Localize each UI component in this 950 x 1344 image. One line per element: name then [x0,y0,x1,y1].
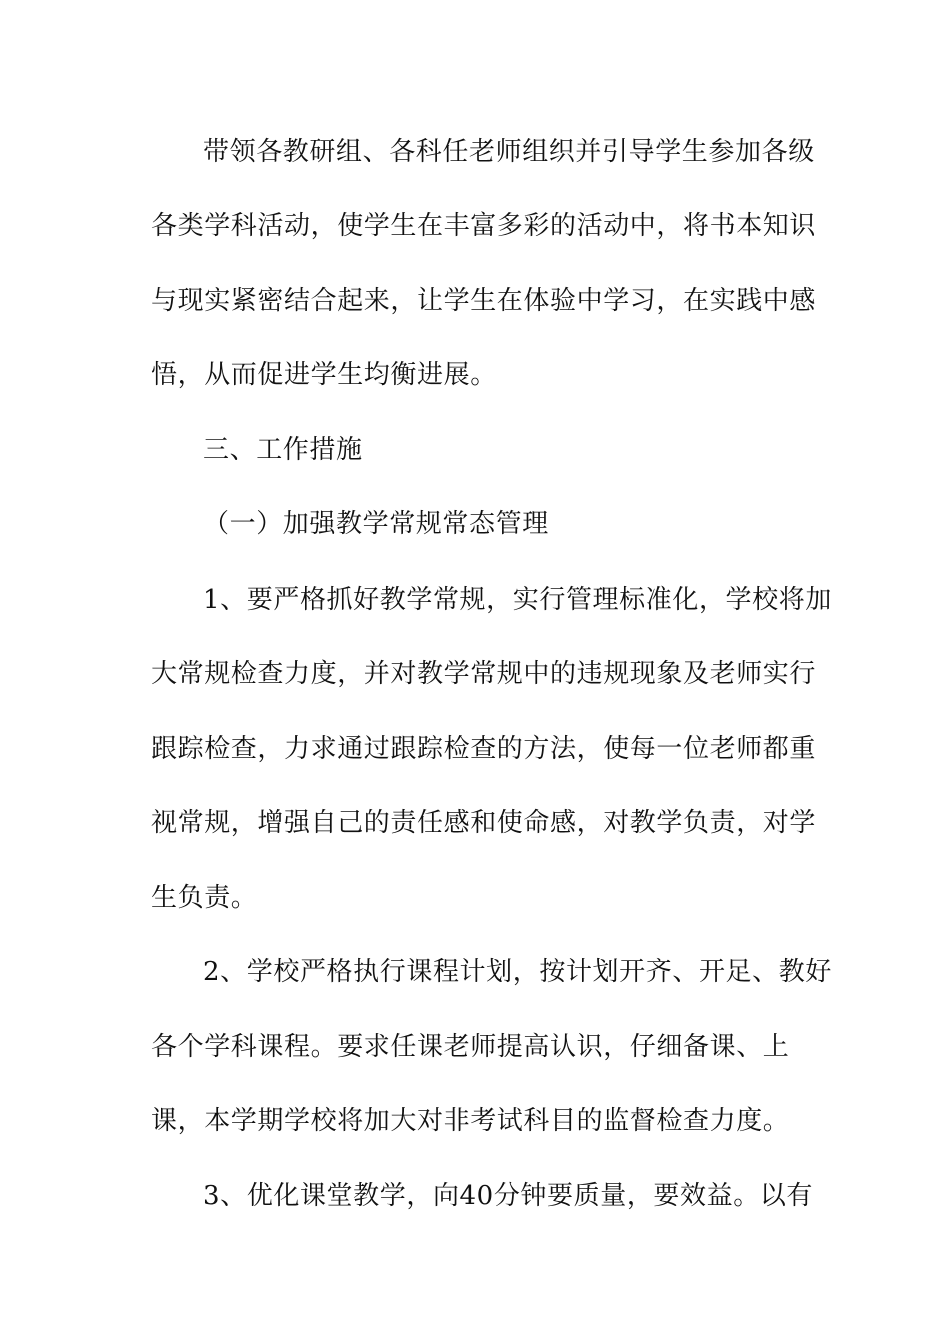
subsection-heading: （一）加强教学常规常态管理 [203,509,549,539]
paragraph-line: 带领各教研组、各科任老师组织并引导学生参加各级 [203,137,815,167]
paragraph-line: 跟踪检查，力求通过跟踪检查的方法，使每一位老师都重 [151,734,817,764]
paragraph-line: 视常规，增强自己的责任感和使命感，对教学负责，对学 [151,808,817,838]
paragraph-line: 各类学科活动，使学生在丰富多彩的活动中，将书本知识 [151,211,817,241]
paragraph-line: 课，本学期学校将加大对非考试科目的监督检查力度。 [151,1106,790,1136]
paragraph-line: 与现实紧密结合起来，让学生在体验中学习，在实践中感 [151,286,817,316]
paragraph-line: 悟，从而促进学生均衡进展。 [151,360,497,390]
paragraph-line: 3、优化课堂教学，向40分钟要质量，要效益。以有 [203,1181,814,1211]
paragraph-line: 2、学校严格执行课程计划，按计划开齐、开足、教好 [203,957,832,987]
paragraph-line: 各个学科课程。要求任课老师提高认识，仔细备课、上 [151,1032,790,1062]
paragraph-line: 大常规检查力度，并对教学常规中的违规现象及老师实行 [151,659,817,689]
paragraph-line: 生负责。 [151,883,258,913]
paragraph-line: 1、要严格抓好教学常规，实行管理标准化，学校将加 [203,585,832,615]
section-heading: 三、工作措施 [203,435,363,465]
